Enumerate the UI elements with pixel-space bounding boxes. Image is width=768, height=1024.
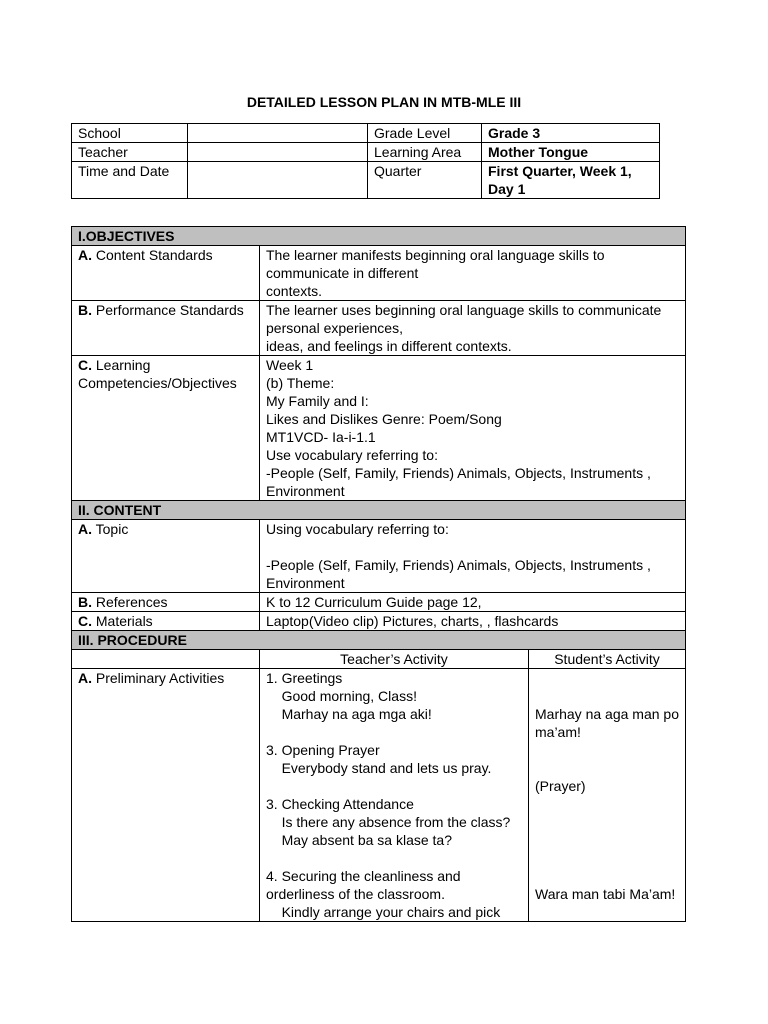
preliminary-activities-letter: A. <box>78 670 92 686</box>
quarter-label: Quarter <box>368 162 482 199</box>
grade-value: Grade 3 <box>482 124 660 143</box>
objectives-header: I.OBJECTIVES <box>72 227 686 246</box>
teacher-activity-text: 1. Greetings Good morning, Class! Marhay na aga mga aki! 3. Opening Prayer Everybody stand and lets us pray. 3. Checking Attendance Is there any absence from the class? May absent ba sa klase ta? 4. Securing the cleanliness and orderliness of the classroom. Kindly arrange your chairs and pick <box>260 669 529 922</box>
teacher-activity-header: Teacher’s Activity <box>260 650 529 669</box>
student-activity-header: Student’s Activity <box>529 650 686 669</box>
info-row-time <box>72 162 660 199</box>
learning-competencies-text: Week 1 (b) Theme: My Family and I: Likes and Dislikes Genre: Poem/Song MT1VCD- Ia-i-1.1 Use vocabulary referring to: -People (Self, Family, Friends) Animals, Objects, Instruments , Environment <box>260 356 686 501</box>
topic-text: Using vocabulary referring to: -People (Self, Family, Friends) Animals, Objects, Instruments , Environment <box>260 520 686 593</box>
activity-header-row <box>72 650 686 669</box>
info-row-school <box>72 124 660 143</box>
area-label: Learning Area <box>368 143 482 162</box>
materials-letter: C. <box>78 613 92 629</box>
grade-label: Grade Level <box>368 124 482 143</box>
performance-standards-row <box>72 301 686 356</box>
procedure-section-row <box>72 631 686 650</box>
school-label: School <box>72 124 188 143</box>
performance-standards-label-text: Performance Standards <box>92 302 244 318</box>
teacher-label: Teacher <box>72 143 188 162</box>
materials-text: Laptop(Video clip) Pictures, charts, , flashcards <box>260 612 686 631</box>
topic-row <box>72 520 686 593</box>
document-title: DETAILED LESSON PLAN IN MTB-MLE III <box>246 94 522 110</box>
teacher-value <box>188 143 368 162</box>
performance-standards-letter: B. <box>78 302 92 318</box>
references-label <box>72 593 260 612</box>
content-standards-row <box>72 246 686 301</box>
preliminary-activities-row <box>72 669 686 922</box>
content-header: II. CONTENT <box>72 501 686 520</box>
preliminary-activities-label <box>72 669 260 922</box>
topic-label-text: Topic <box>92 521 129 537</box>
topic-label <box>72 520 260 593</box>
topic-letter: A. <box>78 521 92 537</box>
learning-competencies-label <box>72 356 260 501</box>
content-standards-label <box>72 246 260 301</box>
performance-standards-text: The learner uses beginning oral language skills to communicate personal experiences, ideas, and feelings in different contexts. <box>260 301 686 356</box>
learning-competencies-letter: C. <box>78 357 92 373</box>
time-value <box>188 162 368 199</box>
school-value <box>188 124 368 143</box>
learning-competencies-row <box>72 356 686 501</box>
materials-label <box>72 612 260 631</box>
quarter-value: First Quarter, Week 1, Day 1 <box>482 162 660 199</box>
content-standards-letter: A. <box>78 247 92 263</box>
performance-standards-label <box>72 301 260 356</box>
content-standards-label-text: Content Standards <box>92 247 213 263</box>
content-standards-text: The learner manifests beginning oral language skills to communicate in different contexts. <box>260 246 686 301</box>
references-letter: B. <box>78 594 92 610</box>
activity-header-blank <box>72 650 260 669</box>
learning-competencies-label-text: Learning Competencies/Objectives <box>78 357 237 391</box>
time-label: Time and Date <box>72 162 188 199</box>
materials-row <box>72 612 686 631</box>
procedure-header: III. PROCEDURE <box>72 631 686 650</box>
references-label-text: References <box>92 594 168 610</box>
content-section-row <box>72 501 686 520</box>
preliminary-activities-label-text: Preliminary Activities <box>92 670 225 686</box>
info-table <box>71 123 660 199</box>
references-text: K to 12 Curriculum Guide page 12, <box>260 593 686 612</box>
info-row-teacher <box>72 143 660 162</box>
lesson-plan-table <box>71 226 686 922</box>
materials-label-text: Materials <box>92 613 153 629</box>
student-activity-text: Marhay na aga man po ma’am! (Prayer) Wara man tabi Ma’am! <box>529 669 686 922</box>
references-row <box>72 593 686 612</box>
area-value: Mother Tongue <box>482 143 660 162</box>
objectives-section-row <box>72 227 686 246</box>
